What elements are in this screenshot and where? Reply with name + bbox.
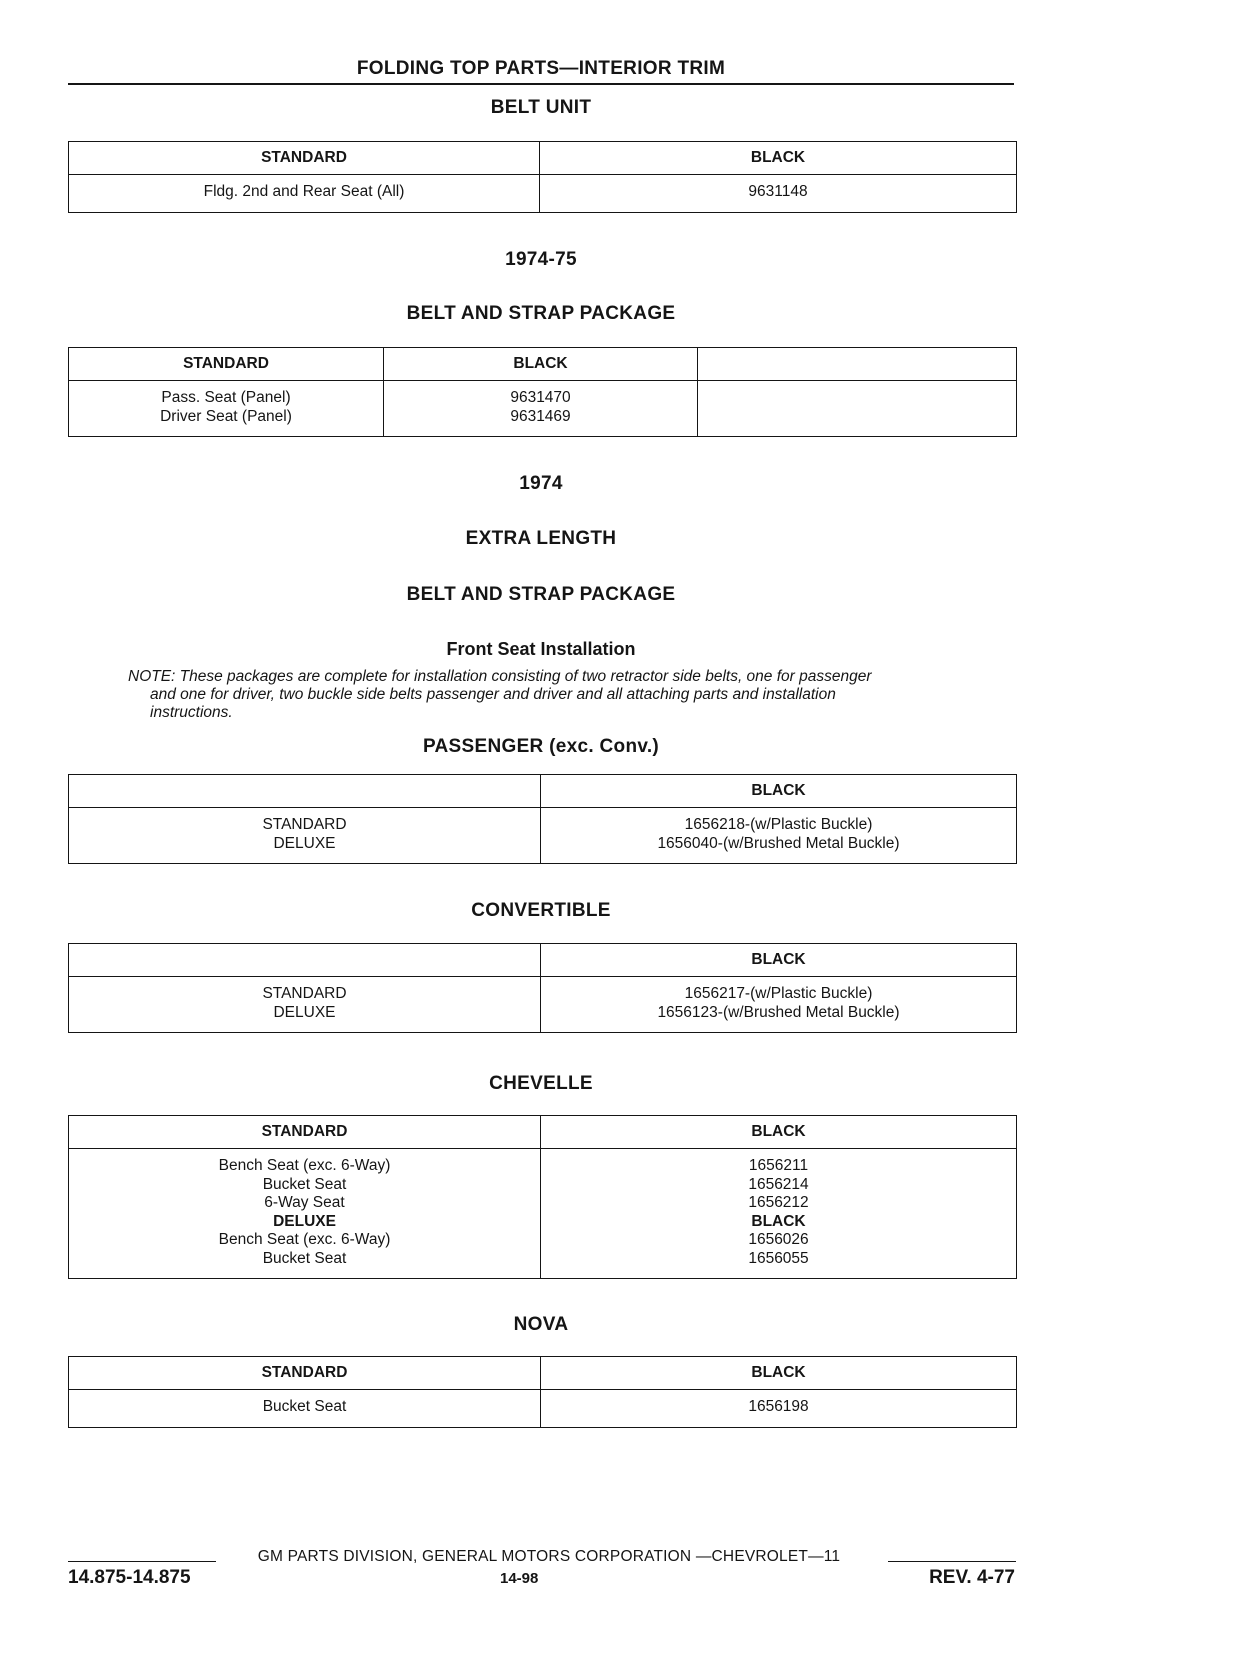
table-cell [698, 381, 1017, 437]
table-row [69, 1149, 1017, 1279]
column-header: STANDARD [69, 142, 540, 175]
cell-line: DELUXE [273, 1212, 336, 1230]
table-cell [541, 808, 1017, 864]
column-header: BLACK [541, 1357, 1017, 1390]
cell-line: BLACK [751, 1212, 806, 1230]
table-row [69, 381, 1017, 437]
table-cell [69, 1149, 541, 1279]
note-line: NOTE: These packages are complete for installation consisting of two retractor side belts, one for passenger [128, 668, 872, 685]
extra-length-heading: EXTRA LENGTH [465, 528, 617, 549]
cell-line: 1656026 [748, 1231, 809, 1248]
column-header: BLACK [541, 1116, 1017, 1149]
table-cell: Fldg. 2nd and Rear Seat (All) [69, 175, 540, 213]
front-seat-installation-heading: Front Seat Installation [446, 639, 636, 659]
cell-line: 1656040-(w/Brushed Metal Buckle) [657, 834, 900, 852]
installation-note [128, 668, 1018, 722]
table-row [69, 1390, 1017, 1428]
convertible-table [68, 943, 1017, 1033]
table-cell [384, 381, 698, 437]
table-cell [69, 381, 384, 437]
cell-line: 1656212 [748, 1194, 809, 1211]
cell-line: 9631470 [510, 389, 571, 406]
cell-line: 1656217-(w/Plastic Buckle) [684, 985, 873, 1002]
passenger-heading: PASSENGER (exc. Conv.) [422, 736, 660, 757]
column-header [69, 944, 541, 977]
table-cell: 9631148 [540, 175, 1017, 213]
chevelle-table [68, 1115, 1017, 1279]
cell-line: 1656055 [748, 1249, 809, 1267]
title-rule [68, 83, 1014, 85]
passenger-table [68, 774, 1017, 864]
belt-unit-heading: BELT UNIT [490, 97, 592, 118]
table-cell: Bucket Seat [69, 1390, 541, 1428]
table-cell [69, 808, 541, 864]
cell-line: 6-Way Seat [264, 1194, 345, 1211]
table-cell: 1656198 [541, 1390, 1017, 1428]
table-cell [541, 1149, 1017, 1279]
year-heading-1974-75: 1974-75 [505, 249, 577, 270]
note-line: instructions. [150, 704, 233, 721]
page-title: FOLDING TOP PARTS—INTERIOR TRIM [356, 58, 726, 79]
column-header [69, 775, 541, 808]
column-header: STANDARD [69, 1116, 541, 1149]
table-cell [69, 977, 541, 1033]
table-row [69, 175, 1017, 213]
cell-line: 1656218-(w/Plastic Buckle) [684, 816, 873, 833]
cell-line: STANDARD [262, 816, 347, 833]
cell-line: Bench Seat (exc. 6-Way) [218, 1157, 391, 1174]
column-header [698, 348, 1017, 381]
footer-rule-right [888, 1561, 1016, 1562]
column-header: BLACK [541, 944, 1017, 977]
table-row [69, 977, 1017, 1033]
cell-line: Bucket Seat [262, 1175, 347, 1193]
belt-strap-heading-2: BELT AND STRAP PACKAGE [406, 584, 676, 605]
cell-line: 9631469 [510, 407, 571, 425]
cell-line: STANDARD [262, 985, 347, 1002]
belt-unit-table [68, 141, 1017, 213]
column-header: STANDARD [69, 1357, 541, 1390]
cell-line: DELUXE [273, 834, 336, 852]
cell-line: Bench Seat (exc. 6-Way) [218, 1231, 391, 1248]
column-header: BLACK [384, 348, 698, 381]
footer-section-number: 14.875-14.875 [68, 1567, 191, 1588]
footer-page-number: 14-98 [500, 1570, 539, 1587]
year-heading-1974: 1974 [519, 473, 563, 494]
nova-table [68, 1356, 1017, 1428]
belt-strap-heading: BELT AND STRAP PACKAGE [406, 303, 676, 324]
footer-publisher: GM PARTS DIVISION, GENERAL MOTORS CORPORATION —CHEVROLET—11 [257, 1548, 841, 1565]
chevelle-heading: CHEVELLE [489, 1073, 593, 1094]
table-row [69, 808, 1017, 864]
column-header: BLACK [541, 775, 1017, 808]
cell-line: 1656211 [748, 1157, 809, 1174]
column-header: STANDARD [69, 348, 384, 381]
table-cell [541, 977, 1017, 1033]
cell-line: Bucket Seat [262, 1249, 347, 1267]
footer-revision: REV. 4-77 [929, 1567, 1015, 1588]
column-header: BLACK [540, 142, 1017, 175]
nova-heading: NOVA [513, 1314, 569, 1335]
cell-line: 1656123-(w/Brushed Metal Buckle) [657, 1003, 900, 1021]
belt-strap-table [68, 347, 1017, 437]
convertible-heading: CONVERTIBLE [471, 900, 611, 921]
cell-line: Driver Seat (Panel) [160, 407, 292, 425]
cell-line: Pass. Seat (Panel) [161, 389, 291, 406]
cell-line: 1656214 [748, 1175, 809, 1193]
note-line: and one for driver, two buckle side belts passenger and driver and all attaching parts and installation [150, 686, 836, 703]
cell-line: DELUXE [273, 1003, 336, 1021]
footer-rule-left [68, 1561, 216, 1562]
